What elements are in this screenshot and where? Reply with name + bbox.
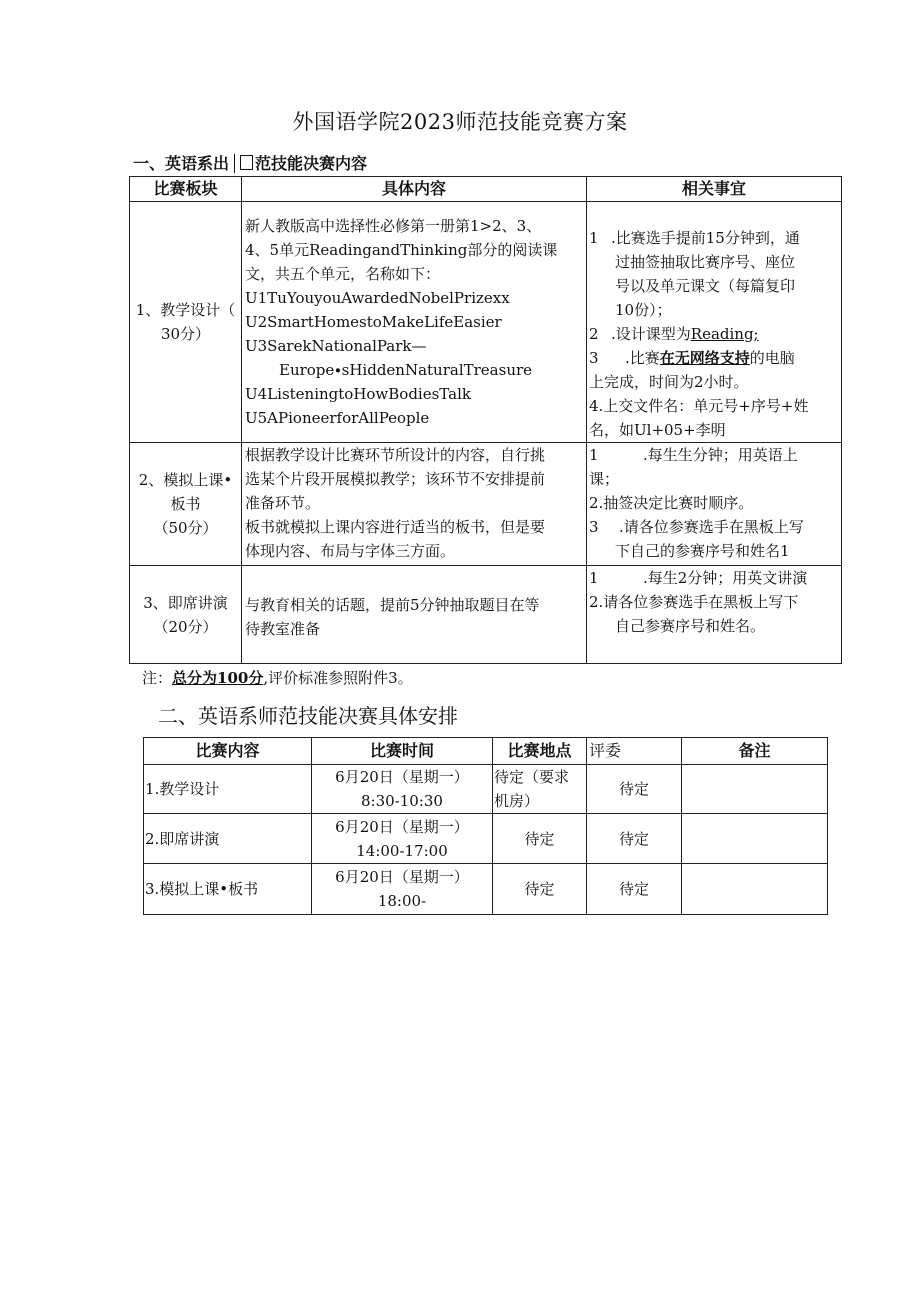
competition-content-table <box>129 176 842 664</box>
place-text: 待定（要求 <box>494 768 570 786</box>
matter-text: 课； <box>589 470 620 488</box>
header-matters: 相关事宜 <box>587 177 842 202</box>
matter-text: .比赛选手提前15分钟到，通 <box>611 229 800 247</box>
matter-item <box>589 226 837 250</box>
time-cell <box>312 864 493 915</box>
note-cell <box>682 765 828 814</box>
table-row <box>144 814 828 864</box>
matter-item <box>589 515 837 539</box>
place-cell: 待定 <box>493 814 587 864</box>
module-text: 30分） <box>160 325 211 343</box>
time-text: 8:30-10:30 <box>361 792 443 810</box>
header-content: 比赛内容 <box>144 738 312 765</box>
date-text: 6月20日（星期一） <box>335 768 469 786</box>
document-title: 外国语学院2023师范技能竞赛方案 <box>292 110 628 134</box>
content-line: 与教育相关的话题，提前5分钟抽取题目在等 <box>245 596 540 614</box>
place-cell: 待定 <box>493 864 587 915</box>
section1-prefix: 一、英语系出 <box>133 154 230 173</box>
heading-divider <box>234 154 235 173</box>
module-cell <box>130 202 242 443</box>
content-line: 准备环节。 <box>245 494 321 512</box>
content-cell <box>242 443 587 566</box>
content-cell <box>242 202 587 443</box>
module-text: 板书 <box>170 495 201 513</box>
matter-text: 2.抽签决定比赛时顺序。 <box>589 494 754 512</box>
module-cell <box>130 443 242 566</box>
content-line: Europe∙sHiddenNaturalTreasure <box>279 361 533 379</box>
item-number: 2 <box>589 325 599 343</box>
matter-text: 自己参赛序号和姓名。 <box>615 617 766 635</box>
module-text: 1、教学设计（ <box>135 301 236 319</box>
matter-text: 上完成，时间为2小时。 <box>589 373 749 391</box>
note-suffix: ,评价标准参照附件3。 <box>263 669 413 687</box>
underlined-text: Reading; <box>690 325 759 343</box>
table-header-row <box>144 738 828 765</box>
item-number: 3 <box>589 349 599 367</box>
content-line: 文，共五个单元，名称如下： <box>245 265 441 283</box>
content-line: 待教室准备 <box>245 620 321 638</box>
matter-text: .比赛 <box>625 349 660 367</box>
section2-heading: 二、英语系师范技能决赛具体安排 <box>158 704 458 728</box>
header-place: 比赛地点 <box>493 738 587 765</box>
content-line: 新人教版高中选择性必修第一册第1>2、3、 <box>245 217 542 235</box>
matter-text: .每生2分钟；用英文讲演 <box>643 569 808 587</box>
time-cell <box>312 814 493 864</box>
table-row <box>130 202 842 443</box>
matter-item <box>589 322 837 346</box>
matter-text: 下自己的参赛序号和姓名1 <box>615 542 790 560</box>
matter-text: 4.上交文件名：单元号+序号+姓 <box>589 397 809 415</box>
module-cell <box>130 566 242 664</box>
module-text: （20分） <box>153 617 218 636</box>
event-cell: 2.即席讲演 <box>144 814 312 864</box>
content-line: U1TuYouyouAwardedNobelPrizexx <box>245 289 510 307</box>
content-line: 4、5单元ReadingandThinking部分的阅读课 <box>245 241 558 259</box>
header-content: 具体内容 <box>242 177 587 202</box>
matters-cell <box>587 202 842 443</box>
content-line: 根据教学设计比赛环节所设计的内容，自行挑 <box>245 446 546 464</box>
note-cell <box>682 814 828 864</box>
table-row <box>144 864 828 915</box>
place-text: 机房） <box>494 792 540 810</box>
content-line: 板书就模拟上课内容进行适当的板书，但是要 <box>245 518 546 536</box>
content-line: U4ListeningtoHowBodiesTalk <box>245 385 471 403</box>
content-line: 选某个片段开展模拟教学；该环节不安排提前 <box>245 470 546 488</box>
matter-text: .设计课型为 <box>611 325 691 343</box>
content-line: U2SmartHomestoMakeLifeEasier <box>245 313 502 331</box>
matter-text: 名，如Ul+05+李明 <box>589 421 726 439</box>
header-judge: 评委 <box>587 738 682 765</box>
table-header-row <box>130 177 842 202</box>
section1-suffix: 范技能决赛内容 <box>255 154 368 173</box>
score-note <box>142 667 413 688</box>
note-cell <box>682 864 828 915</box>
table-row <box>130 443 842 566</box>
matter-text: .请各位参赛选手在黑板上写 <box>619 518 804 536</box>
date-text: 6月20日（星期一） <box>335 868 469 886</box>
note-total-score: 总分为100分 <box>172 669 264 687</box>
header-time: 比赛时间 <box>312 738 493 765</box>
matters-cell <box>587 443 842 566</box>
schedule-table <box>143 737 828 915</box>
missing-glyph-box <box>240 155 253 170</box>
module-text: 2、模拟上课• <box>138 471 233 489</box>
item-number: 1 <box>589 446 599 464</box>
judge-cell: 待定 <box>587 864 682 915</box>
section1-heading <box>133 151 367 174</box>
matter-text: 号以及单元课文（每篇复印 <box>615 277 796 295</box>
matter-text: 的电脑 <box>749 349 795 367</box>
matter-text: .每生生分钟；用英语上 <box>643 446 798 464</box>
item-number: 1 <box>589 569 599 587</box>
judge-cell: 待定 <box>587 765 682 814</box>
matter-item <box>589 346 837 370</box>
matter-item <box>589 443 837 467</box>
content-line: U3SarekNationalPark— <box>245 337 427 355</box>
time-text: 14:00-17:00 <box>356 841 448 860</box>
table-row <box>144 765 828 814</box>
content-line: 体现内容、布局与字体三方面。 <box>245 542 456 560</box>
matter-text: 10份）； <box>615 301 672 319</box>
header-module: 比赛板块 <box>130 177 242 202</box>
time-text: 18:00- <box>377 892 427 910</box>
judge-cell: 待定 <box>587 814 682 864</box>
event-cell: 3.模拟上课•板书 <box>144 864 312 915</box>
content-cell <box>242 566 587 664</box>
date-text: 6月20日（星期一） <box>335 817 469 836</box>
module-text: （50分） <box>153 519 218 537</box>
header-note: 备注 <box>682 738 828 765</box>
emphasis-text: 在无网络支持 <box>659 349 750 367</box>
matter-item <box>589 566 837 590</box>
table-row <box>130 566 842 664</box>
matter-text: 2.请各位参赛选手在黑板上写下 <box>589 593 799 611</box>
note-prefix: 注： <box>142 669 173 687</box>
matter-text: 过抽签抽取比赛序号、座位 <box>615 253 796 271</box>
module-text: 3、即席讲演 <box>143 593 228 612</box>
item-number: 1 <box>589 229 599 247</box>
time-cell <box>312 765 493 814</box>
place-cell <box>493 765 587 814</box>
matters-cell <box>587 566 842 664</box>
content-line: U5APioneerforAllPeople <box>245 409 430 427</box>
event-cell: 1.教学设计 <box>144 765 312 814</box>
item-number: 3 <box>589 518 599 536</box>
